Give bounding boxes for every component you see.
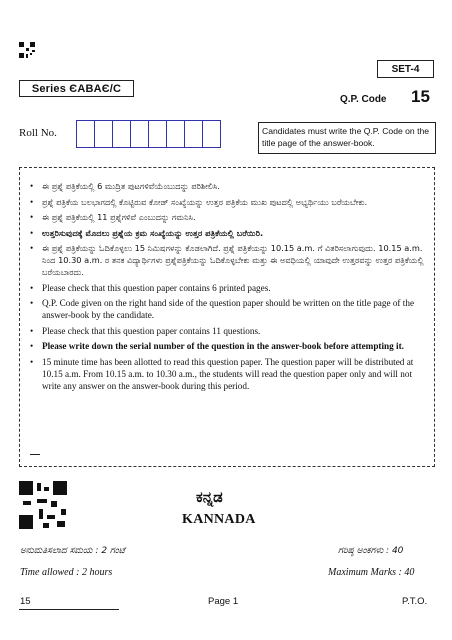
series-label: Series ЄABAЄ/C <box>19 80 134 97</box>
bullet-icon: • <box>30 212 34 222</box>
qp-code-label: Q.P. Code <box>340 94 387 105</box>
instruction-item <box>30 180 428 192</box>
roll-no-box[interactable] <box>184 120 203 148</box>
roll-no-box[interactable] <box>202 120 221 148</box>
instruction-item <box>30 297 428 321</box>
instruction-item <box>30 242 428 278</box>
instruction-text: Q.P. Code given on the right hand side of the question paper should be written on the title page of the answer-book by the candidate. <box>42 298 415 320</box>
bullet-icon: • <box>30 282 34 293</box>
bullet-icon: • <box>30 341 34 351</box>
bullet-icon: • <box>30 181 34 191</box>
time-allowed-kannada: ಅನುಮತಿಸಲಾದ ಸಮಯ : 2 ಗಂಟೆ <box>20 546 126 556</box>
qr-code-small <box>19 42 35 58</box>
footer-pto: P.T.O. <box>402 596 428 607</box>
instructions-box <box>19 167 435 467</box>
max-marks-kannada: ಗರಿಷ್ಠ ಅಂಕಗಳು : 40 <box>338 546 404 556</box>
instruction-item <box>30 325 428 337</box>
instruction-item <box>30 211 428 223</box>
instructions-end-dash <box>30 454 40 455</box>
bullet-icon: • <box>30 196 34 207</box>
footer-rule <box>19 609 119 610</box>
footer-code: 15 <box>20 596 31 607</box>
qr-code-large <box>19 481 67 529</box>
instruction-text: ಪ್ರಶ್ನೆ ಪತ್ರಿಕೆಯ ಬಲಭಾಗದಲ್ಲಿ ಕೊಟ್ಟಿರುವ ಕೋಡ್ ಸಂಖ್ಯೆಯನ್ನು ಉತ್ತರ ಪತ್ರಿಕೆಯ ಮುಖ ಪುಟದಲ್ಲಿ ಅಭ್ಯರ್ಥಿಯು ಬರೆಯಬೇಕು. <box>42 196 368 207</box>
instruction-text: Please write down the serial number of the question in the answer-book before attempting it. <box>42 341 404 351</box>
set-label: SET-4 <box>377 60 434 78</box>
roll-no-box[interactable] <box>76 120 95 148</box>
instruction-item <box>30 340 428 352</box>
bullet-icon: • <box>30 325 34 336</box>
instruction-text: Please check that this question paper contains 6 printed pages. <box>42 282 271 293</box>
instruction-text: Please check that this question paper contains 11 questions. <box>42 325 261 336</box>
bullet-icon: • <box>30 243 34 253</box>
instruction-item <box>30 282 428 294</box>
subject-title-english: KANNADA <box>182 512 256 527</box>
instruction-item <box>30 356 428 392</box>
instruction-item <box>30 196 428 208</box>
roll-no-box[interactable] <box>94 120 113 148</box>
subject-title-kannada: ಕನ್ನಡ <box>196 488 223 506</box>
bullet-icon: • <box>30 356 34 367</box>
candidates-note: Candidates must write the Q.P. Code on the title page of the answer-book. <box>258 122 436 154</box>
instruction-text: ಉತ್ತರಿಸುವುದಕ್ಕೆ ಮೊದಲು ಪ್ರಶ್ನೆಯ ಕ್ರಮ ಸಂಖ್ಯೆಯನ್ನು ಉತ್ತರ ಪತ್ರಿಕೆಯಲ್ಲಿ ಬರೆಯಿರಿ. <box>42 227 264 238</box>
instructions-list <box>30 180 428 395</box>
instruction-text: ಈ ಪ್ರಶ್ನೆ ಪತ್ರಿಕೆಯಲ್ಲಿ 11 ಪ್ರಶ್ನೆಗಳಿವೆ ಎಂಬುದನ್ನು ಗಮನಿಸಿ. <box>42 212 196 222</box>
roll-no-label: Roll No. <box>19 127 57 139</box>
roll-no-box[interactable] <box>148 120 167 148</box>
instruction-text: ಈ ಪ್ರಶ್ನೆ ಪತ್ರಿಕೆಯಲ್ಲಿ 6 ಮುದ್ರಿತ ಪುಟಗಳಿವೆಯೆಂಬುದನ್ನು ಪರಿಶೀಲಿಸಿ. <box>42 181 220 191</box>
qp-code-value: 15 <box>411 87 430 106</box>
bullet-icon: • <box>30 298 34 308</box>
instruction-item <box>30 227 428 239</box>
footer-page-number: Page 1 <box>208 596 239 607</box>
time-allowed-english: Time allowed : 2 hours <box>20 567 113 578</box>
roll-no-box[interactable] <box>130 120 149 148</box>
instruction-text: ಈ ಪ್ರಶ್ನೆ ಪತ್ರಿಕೆಯನ್ನು ಓದಿಕೊಳ್ಳಲು 15 ನಿಮಿಷಗಳನ್ನು ಕೊಡಲಾಗಿದೆ. ಪ್ರಶ್ನೆ ಪತ್ರಿಕೆಯನ್ನು 10.15 a.m. ಗೆ ವಿತರಿಸಲಾಗುವುದು. 10.15 a.m. ನಿಂದ 10.30 a.m. ರ ತನಕ ವಿದ್ಯಾರ್ಥಿಗಳು ಪ್ರಶ್ನೆಪತ್ರಿಕೆಯನ್ನು ಓದಿಕೊಳ್ಳಬೇಕು ಮತ್ತು ಈ ಅವಧಿಯಲ್ಲಿ ಯಾವುದೇ ಉತ್ತರವನ್ನು ಉತ್ತರ ಪತ್ರಿಕೆಯಲ್ಲಿ ಬರೆಯಬಾರದು. <box>42 243 424 277</box>
roll-no-box[interactable] <box>112 120 131 148</box>
max-marks-english: Maximum Marks : 40 <box>328 567 415 578</box>
roll-no-box[interactable] <box>166 120 185 148</box>
instruction-text: 15 minute time has been allotted to read this question paper. The question paper will be distributed at 10.15 a.m. From 10.15 a.m. to 10.30 a.m., the students will read the question paper only and will not write any answer on the answer-book during this period. <box>42 356 414 391</box>
roll-no-boxes[interactable] <box>77 120 221 148</box>
bullet-icon: • <box>30 227 34 238</box>
